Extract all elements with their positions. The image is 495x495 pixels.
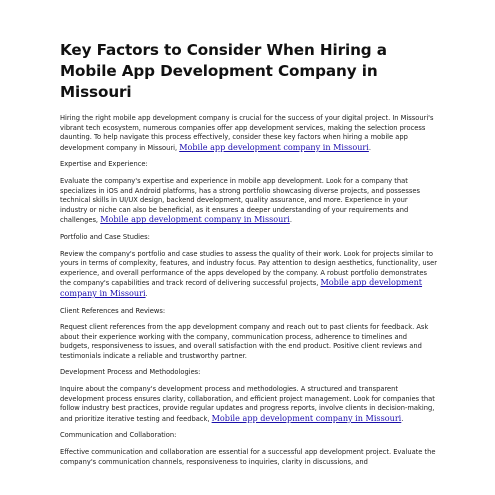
section-end-portfolio: . bbox=[145, 289, 148, 298]
section-text-portfolio: Review the company's portfolio and case studies to assess the quality of their work. Look for projects similar to yours in terms of complexity, features, and industry focus. Pay attention to design aesthetics, functionality, user experience, and overall performance of the apps developed by the company. A robust portfolio demonstrates the company's capabilities and track record of delivering successful projects, bbox=[60, 249, 437, 288]
section-paragraph-references bbox=[60, 323, 437, 361]
intro-link[interactable]: Mobile app development company in Missouri bbox=[179, 141, 369, 152]
section-end-expertise: . bbox=[289, 216, 292, 225]
section-text-expertise: Evaluate the company's expertise and experience in mobile app development. Look for a company that specializes in iOS and Android platforms, has a strong portfolio showcasing diverse projects, and possesses technical skills in UI/UX design, backend development, quality assurance, and more. Experience in your industry or niche can also be beneficial, as it ensures a deeper understanding of your requirements and challenges, bbox=[60, 176, 420, 225]
section-heading-references: Client References and Reviews: bbox=[60, 306, 166, 315]
section-paragraph-communication bbox=[60, 448, 437, 467]
section-link-expertise[interactable]: Mobile app development company in Missouri bbox=[100, 214, 290, 225]
section-text-communication: Effective communication and collaboration are essential for a successful app development project. Evaluate the company's communication channels, responsiveness to inquiries, clarity in discussions, and bbox=[60, 448, 436, 466]
section-heading-communication: Communication and Collaboration: bbox=[60, 431, 177, 440]
page-title: Key Factors to Consider When Hiring a Mobile App Development Company in Missouri bbox=[60, 41, 387, 101]
section-end-process: . bbox=[401, 414, 404, 423]
section-heading-portfolio: Portfolio and Case Studies: bbox=[60, 232, 150, 241]
section-link-process[interactable]: Mobile app development company in Missouri bbox=[211, 412, 402, 423]
section-paragraph-portfolio bbox=[60, 250, 437, 300]
section-paragraph-expertise bbox=[60, 177, 437, 226]
section-text-process: Inquire about the company's development process and methodologies. A structured and transparent development process ensures clarity, collaboration, and efficient project management. Look for companies that follow industry best practices, provide regular updates and progress reports, involve clients in decision-making, and prioritize iterative testing and feedback, bbox=[60, 385, 435, 423]
section-paragraph-process bbox=[60, 385, 437, 424]
section-text-references: Request client references from the app development company and reach out to past clients for feedback. Ask about their experience working with the company, communication process, adherence to timelines and budgets, responsiveness to issues, and overall satisfaction with the end product. Positive client reviews and testimonials indicate a reliable and trustworthy partner. bbox=[60, 323, 429, 360]
section-heading-expertise: Expertise and Experience: bbox=[60, 160, 148, 169]
section-heading-process: Development Process and Methodologies: bbox=[60, 368, 201, 377]
intro-end: . bbox=[368, 143, 372, 152]
intro-text: Hiring the right mobile app development company is crucial for the success of your digital project. In Missouri's vibrant tech ecosystem, numerous companies offer app development services, making the selection process daunting. To help navigate this process effectively, consider these key factors when hiring a mobile app development company in Missouri, bbox=[60, 114, 434, 152]
section-link-portfolio[interactable]: Mobile app development company in Missouri bbox=[60, 277, 423, 298]
intro-paragraph bbox=[60, 114, 437, 153]
